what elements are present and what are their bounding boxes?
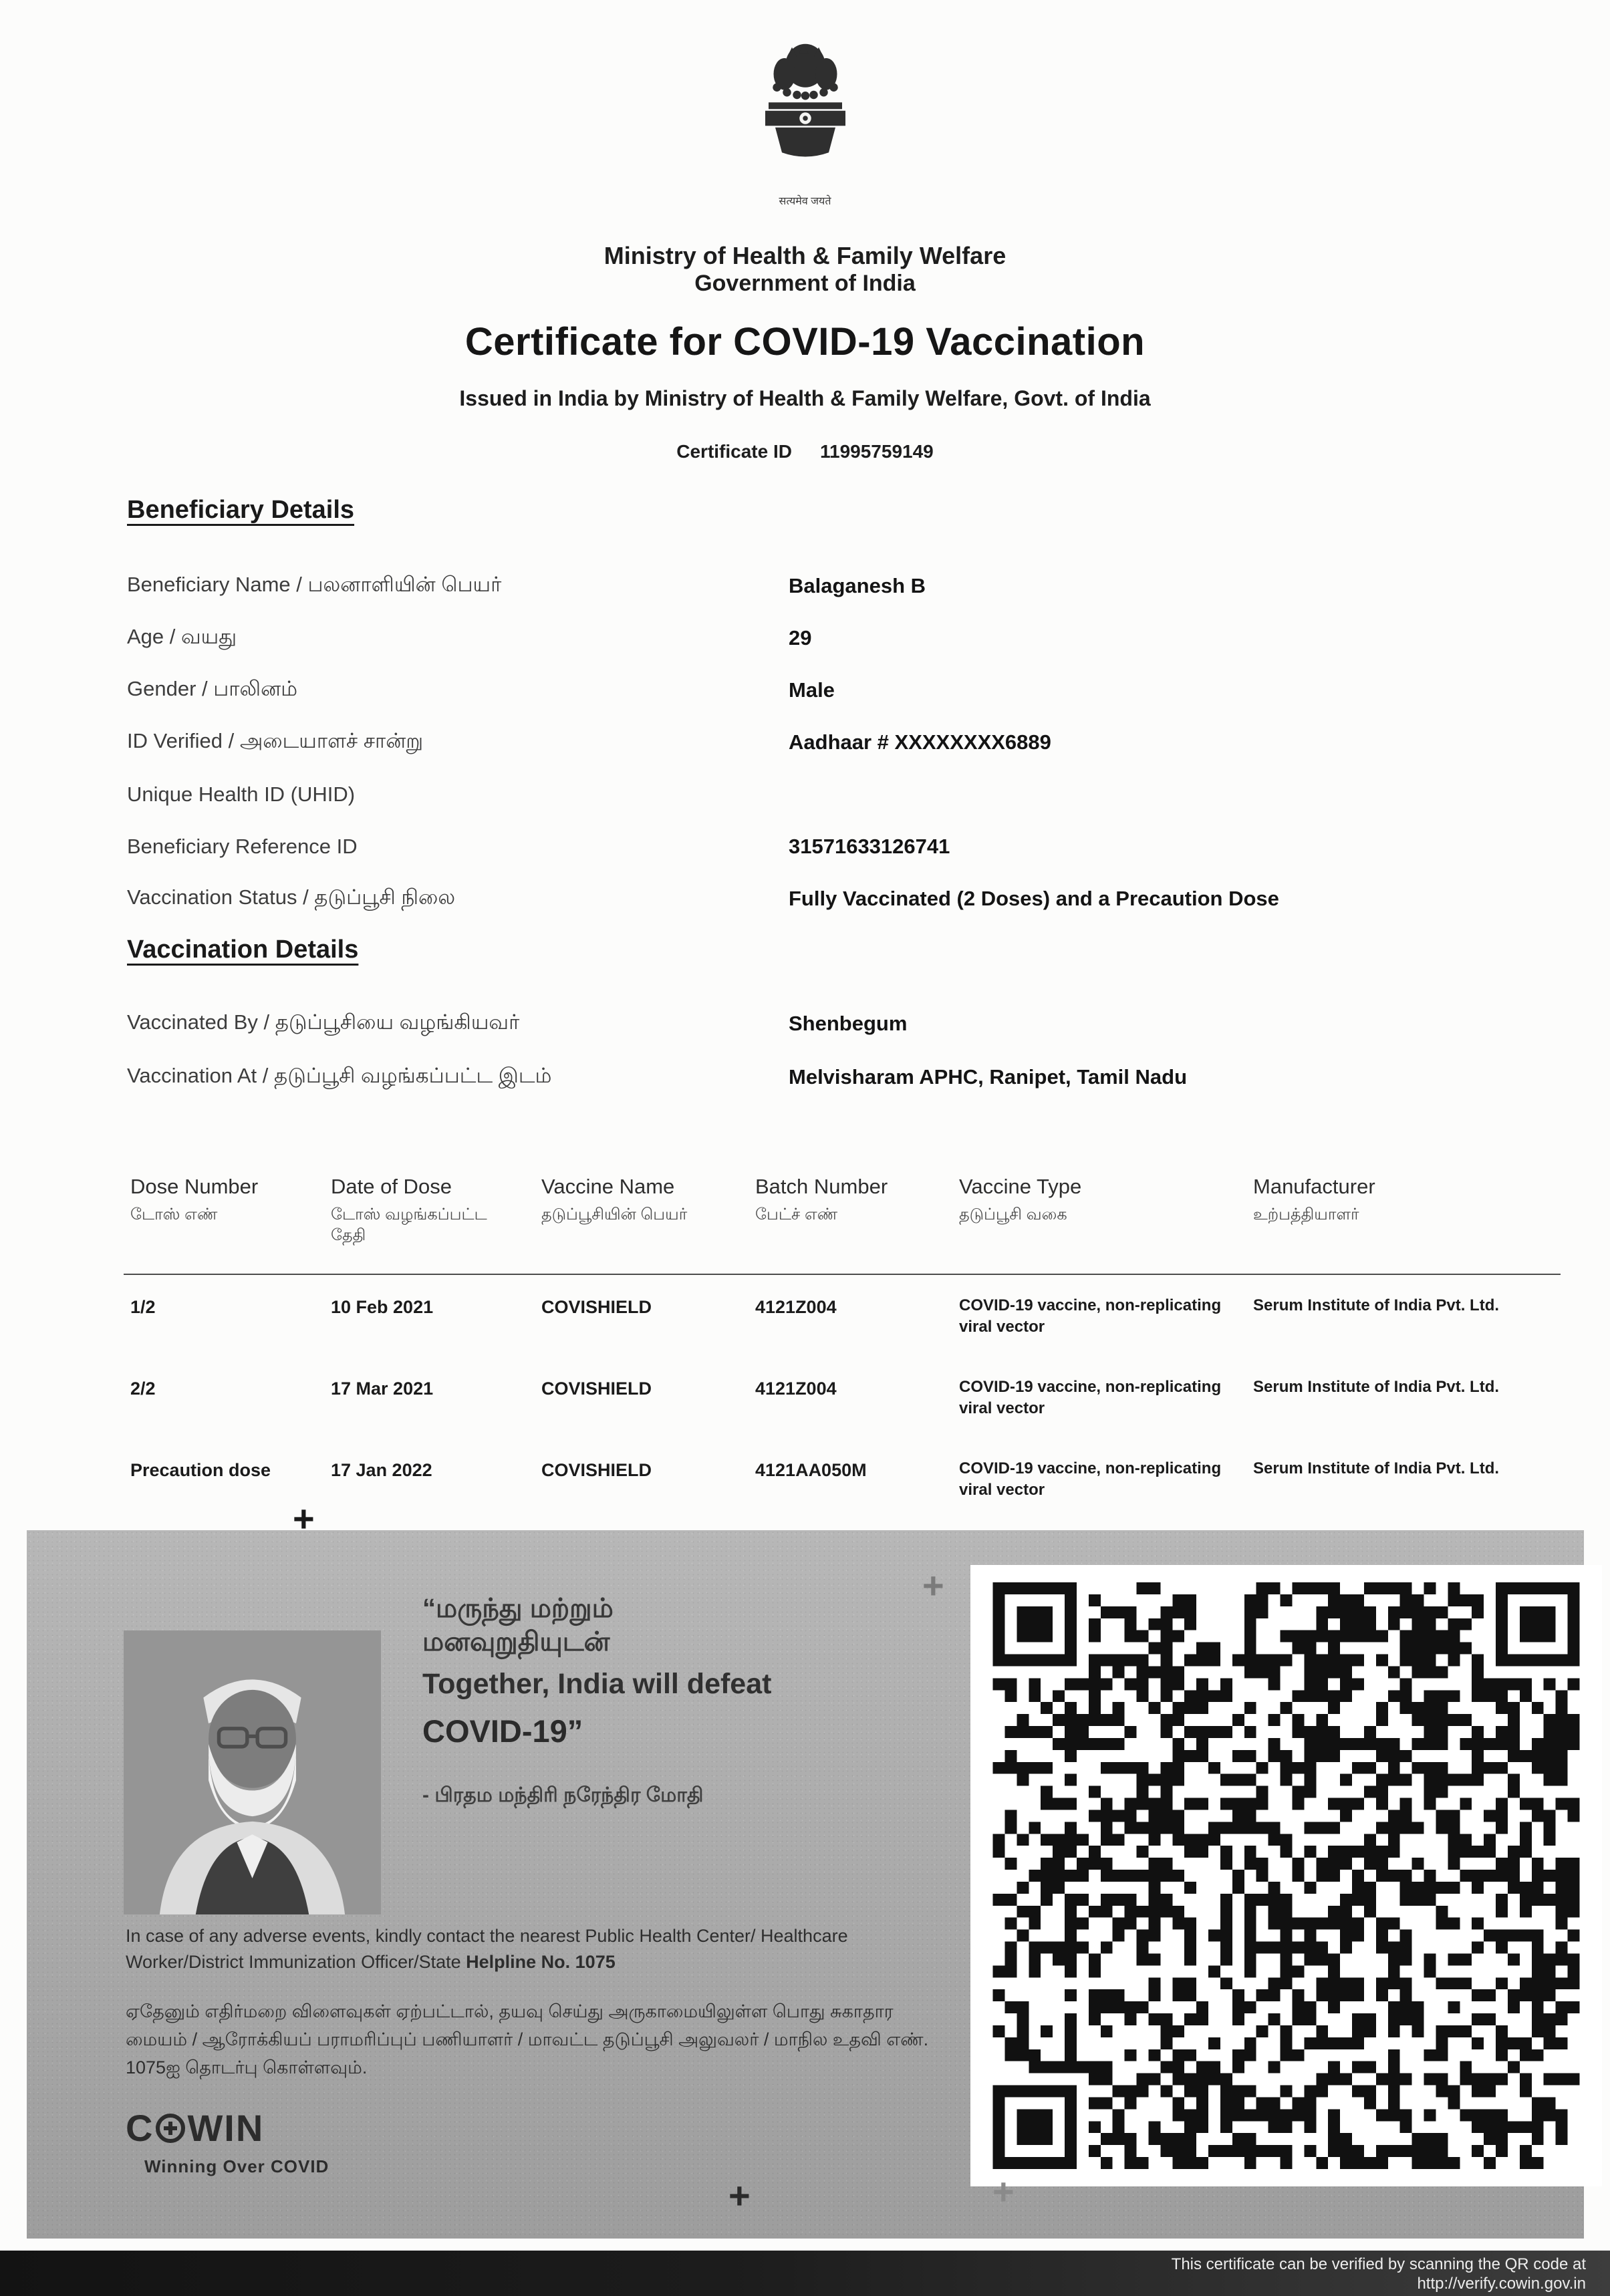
field-value: Fully Vaccinated (2 Doses) and a Precaution Dose [789, 887, 1279, 910]
india-emblem [725, 35, 886, 208]
col-manufacturer: Manufacturer உற்பத்தியாளர் [1253, 1175, 1375, 1224]
cowin-plus-icon [156, 2114, 185, 2143]
vaccine-name-cell: COVISHIELD [541, 1297, 652, 1317]
field-value: Male [789, 678, 835, 702]
beneficiary-fields [127, 560, 1571, 925]
dose-number-cell: 1/2 [130, 1297, 156, 1317]
field-label: Beneficiary Reference ID [127, 835, 358, 858]
crop-mark-icon: + [922, 1564, 944, 1606]
beneficiary-section-title: Beneficiary Details [127, 496, 355, 524]
col-vaccine-type: Vaccine Type தடுப்பூசி வகை [959, 1175, 1082, 1224]
field-label: Vaccination At / தடுப்பூசி வழங்கப்பட்ட இடம் [127, 1064, 552, 1087]
col-vaccine-name: Vaccine Name தடுப்பூசியின் பெயர் [541, 1175, 688, 1224]
field-label: Beneficiary Name / பலனாளியின் பெயர் [127, 573, 502, 596]
verify-url: http://verify.cowin.gov.in [1417, 2275, 1586, 2293]
date-of-dose-cell: 17 Jan 2022 [331, 1460, 432, 1480]
certificate-id-label: Certificate ID [676, 441, 792, 462]
cowin-logo: C WIN Winning Over COVID [126, 2107, 329, 2176]
quote-tamil-line2: மனவுறுதியுடன் [422, 1627, 610, 1657]
certificate-title: Certificate for COVID-19 Vaccination [464, 320, 1146, 364]
ministry-name: Ministry of Health & Family Welfare [603, 242, 1007, 269]
cowin-tagline: Winning Over COVID [144, 2156, 329, 2176]
dose-table-header [130, 1175, 1574, 1246]
batch-number-cell: 4121Z004 [755, 1379, 837, 1399]
crop-mark-icon: + [728, 2174, 751, 2216]
quote-attribution: - பிரதம மந்திரி நரேந்திர மோதி [422, 1784, 704, 1806]
field-value: 29 [789, 626, 812, 650]
field-label: ID Verified / அடையாளச் சான்று [127, 729, 424, 752]
field-value: Aadhaar # XXXXXXXX6889 [789, 730, 1051, 754]
col-date-of-dose: Date of Dose டோஸ் வழங்கப்பட்ட தேதி [331, 1175, 487, 1245]
certificate-id-value: 11995759149 [819, 441, 934, 462]
manufacturer-cell: Serum Institute of India Pvt. Ltd. [1253, 1296, 1500, 1314]
vaccination-fields [127, 997, 1571, 1104]
table-header-divider [124, 1274, 1561, 1275]
col-batch-number: Batch Number பேட்ச் எண் [755, 1175, 888, 1224]
field-label: Vaccination Status / தடுப்பூசி நிலை [127, 885, 456, 909]
col-dose-number: Dose Number டோஸ் எண் [130, 1175, 259, 1224]
dose-number-cell: Precaution dose [130, 1460, 271, 1480]
field-label: Age / வயது [127, 625, 237, 648]
verify-text: This certificate can be verified by scanning the QR code at [1171, 2255, 1586, 2273]
campaign-quote [422, 1592, 957, 1810]
quote-tamil-line1: “மருந்து மற்றும் [422, 1594, 614, 1623]
dose-table-body [130, 1295, 1574, 1540]
vaccination-section-title: Vaccination Details [127, 936, 359, 964]
emblem-motto: सत्यमेव जयते [779, 196, 831, 207]
manufacturer-cell: Serum Institute of India Pvt. Ltd. [1253, 1378, 1500, 1396]
vaccine-name-cell: COVISHIELD [541, 1379, 652, 1399]
date-of-dose-cell: 10 Feb 2021 [331, 1297, 434, 1317]
crop-mark-icon: + [293, 1497, 315, 1540]
manufacturer-cell: Serum Institute of India Pvt. Ltd. [1253, 1459, 1500, 1477]
vaccine-type-cell: COVID-19 vaccine, non-replicating viral vector [959, 1378, 1222, 1418]
pm-modi-photo [124, 1630, 381, 1914]
quote-english-line2: COVID-19” [422, 1713, 583, 1749]
verification-footer [0, 2251, 1610, 2296]
certificate-subtitle: Issued in India by Ministry of Health & Family Welfare, Govt. of India [459, 386, 1151, 410]
adverse-events-advisory-ta: ஏதேனும் எதிர்மறை விளைவுகள் ஏற்பட்டால், தயவு செய்து அருகாமையிலுள்ள பொது சுகாதார மையம் / ஆரோக்கியப் பராமரிப்புப் பணியாளர் / மாவட்ட தடுப்பூசி அலுவலர் / மாநில உதவி எண். 1075ஐ தொடர்பு கொள்ளவும். [126, 2001, 929, 2077]
field-label: Vaccinated By / தடுப்பூசியை வழங்கியவர் [127, 1010, 520, 1034]
adverse-events-advisory-en: In case of any adverse events, kindly contact the nearest Public Health Center/ Healthcare Worker/District Immunization Officer/State Helpline No. 1075 [126, 1926, 848, 1973]
field-label: Gender / பாலினம் [127, 677, 298, 700]
field-label: Unique Health ID (UHID) [127, 782, 356, 806]
crop-mark-icon: + [992, 2170, 1015, 2212]
batch-number-cell: 4121AA050M [755, 1460, 867, 1480]
government-name: Government of India [694, 271, 916, 296]
vaccine-type-cell: COVID-19 vaccine, non-replicating viral vector [959, 1296, 1222, 1336]
verification-qr-code [970, 1565, 1602, 2186]
dose-number-cell: 2/2 [130, 1379, 156, 1399]
vaccine-type-cell: COVID-19 vaccine, non-replicating viral vector [959, 1459, 1222, 1499]
field-value: Shenbegum [789, 1012, 908, 1035]
helpline-number: Helpline No. 1075 [466, 1952, 616, 1973]
certificate-id [0, 441, 1610, 462]
field-value: 31571633126741 [789, 835, 950, 858]
vaccine-name-cell: COVISHIELD [541, 1460, 652, 1480]
field-value: Melvisharam APHC, Ranipet, Tamil Nadu [789, 1065, 1188, 1089]
field-value: Balaganesh B [789, 574, 926, 597]
quote-english-line1: Together, India will defeat [422, 1668, 772, 1700]
batch-number-cell: 4121Z004 [755, 1297, 837, 1317]
date-of-dose-cell: 17 Mar 2021 [331, 1379, 434, 1399]
